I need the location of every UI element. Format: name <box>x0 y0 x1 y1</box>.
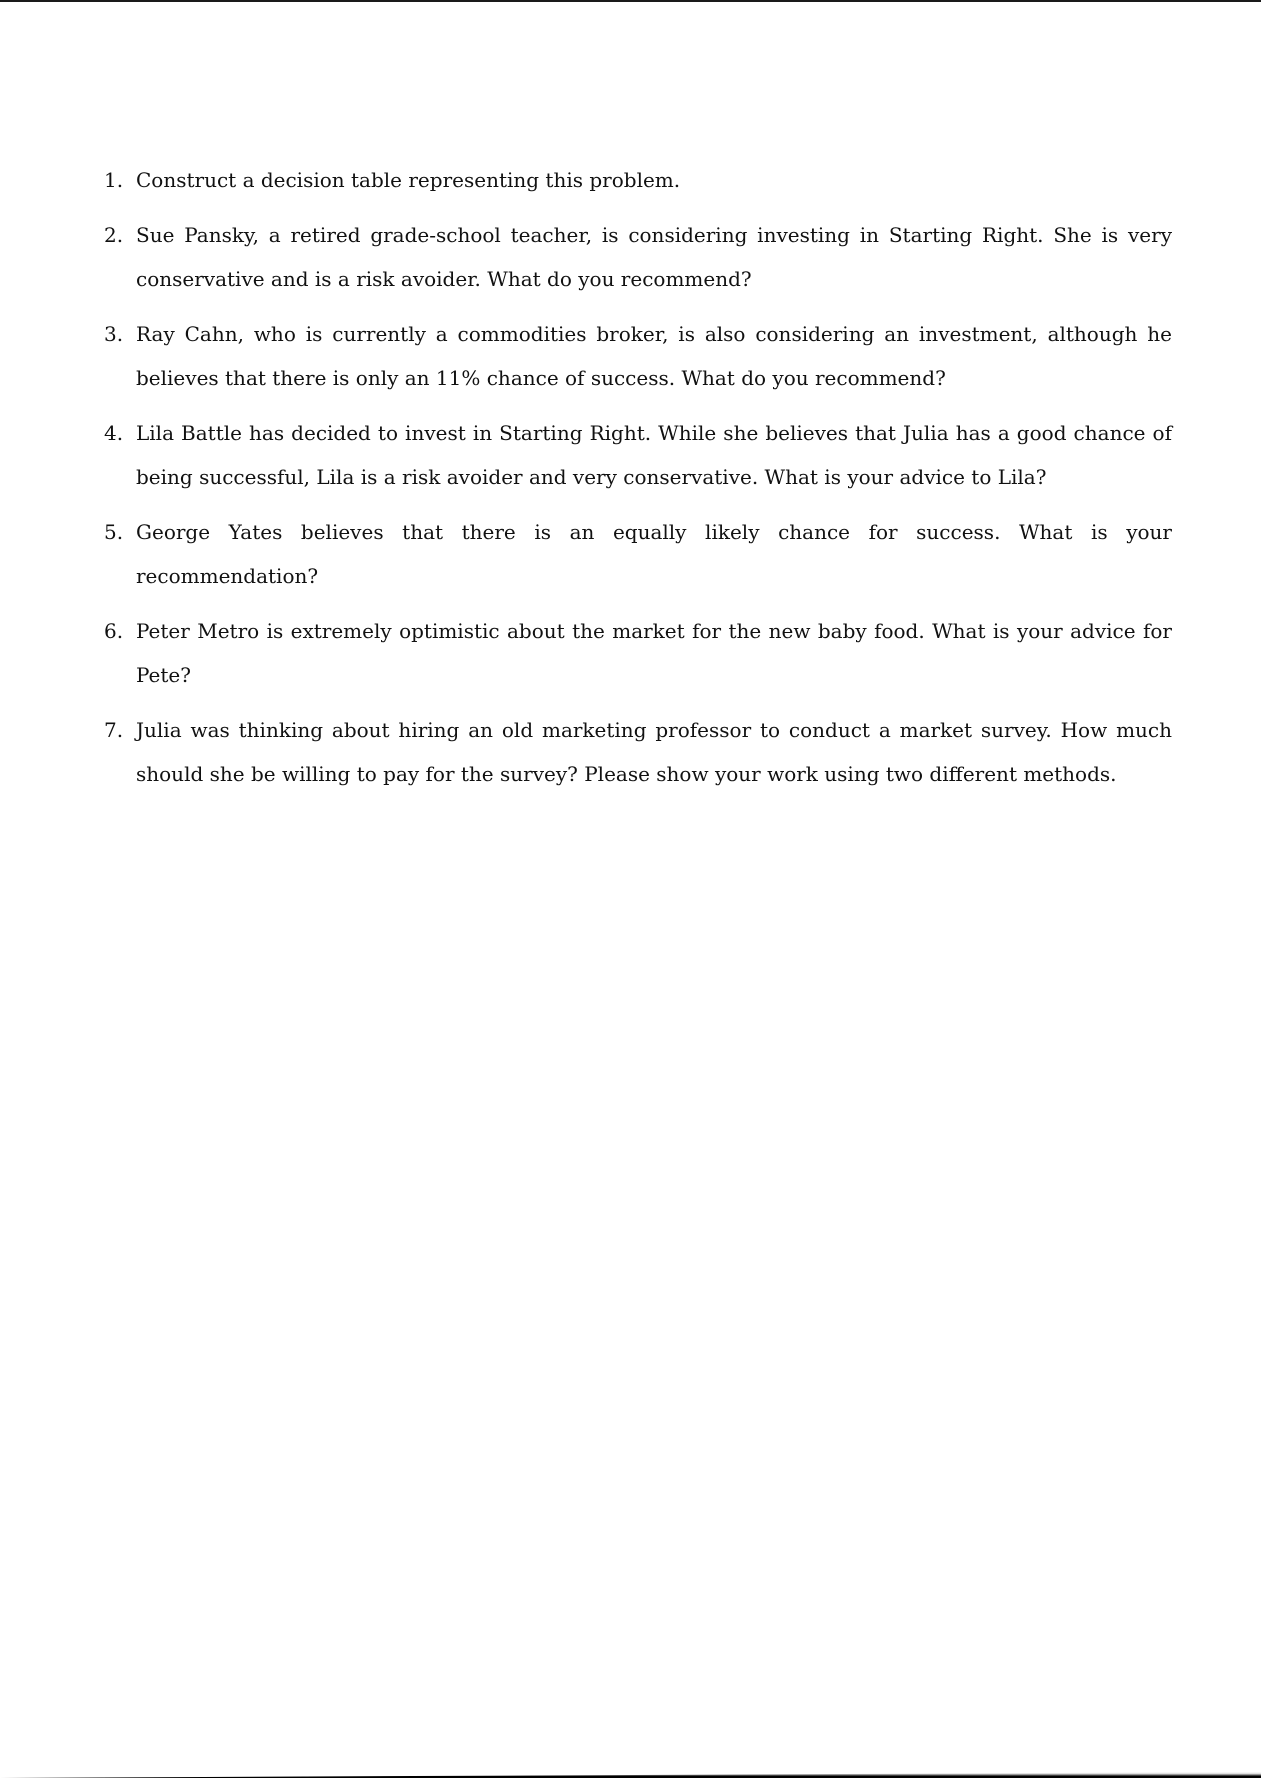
question-number: 7. <box>104 718 124 742</box>
question-text: Lila Battle has decided to invest in Starting Right. While she believes that Julia has a good chance of being successful, Lila is a risk avoider and very conservative. What is your advice to Lila? <box>136 421 1172 489</box>
question-item-1 <box>104 158 1172 202</box>
question-text: Peter Metro is extremely optimistic about the market for the new baby food. What is your advice for Pete? <box>136 619 1172 687</box>
question-list <box>104 158 1172 807</box>
question-number: 2. <box>104 223 124 247</box>
question-text: George Yates believes that there is an equally likely chance for success. What is your recommendation? <box>136 520 1172 588</box>
question-number: 3. <box>104 322 124 346</box>
question-item-4 <box>104 411 1172 499</box>
question-item-5 <box>104 510 1172 598</box>
question-number: 1. <box>104 168 124 192</box>
question-text: Sue Pansky, a retired grade-school teacher, is considering investing in Starting Right. She is very conservative and is a risk avoider. What do you recommend? <box>136 223 1172 291</box>
question-item-6 <box>104 609 1172 697</box>
question-number: 5. <box>104 520 124 544</box>
question-item-7 <box>104 708 1172 796</box>
question-text: Construct a decision table representing this problem. <box>136 168 681 192</box>
question-item-3 <box>104 312 1172 400</box>
scan-bottom-edge <box>0 1772 1261 1778</box>
question-item-2 <box>104 213 1172 301</box>
question-text: Julia was thinking about hiring an old marketing professor to conduct a market survey. How much should she be willing to pay for the survey? Please show your work using two different methods. <box>136 718 1172 786</box>
question-text: Ray Cahn, who is currently a commodities broker, is also considering an investment, although he believes that there is only an 11% chance of success. What do you recommend? <box>136 322 1172 390</box>
question-number: 6. <box>104 619 124 643</box>
scan-top-edge <box>0 0 1261 2</box>
question-number: 4. <box>104 421 124 445</box>
